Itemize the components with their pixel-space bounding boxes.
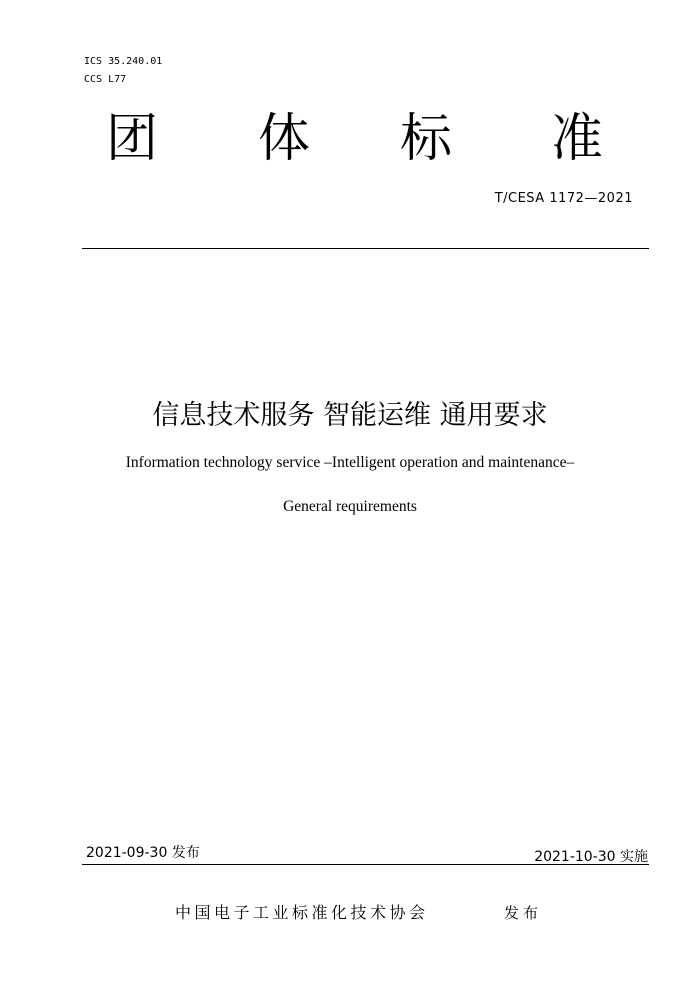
ics-code: ICS 35.240.01 xyxy=(84,56,163,67)
top-divider xyxy=(82,248,649,249)
heading-char-1: 团 xyxy=(106,109,159,169)
chinese-title: 信息技术服务 智能运维 通用要求 xyxy=(152,400,548,431)
english-title-line-1: Information technology service –Intelligent operation and maintenance– xyxy=(125,454,575,471)
publisher-name: 中国电子工业标准化技术协会 xyxy=(175,903,429,922)
standard-number: T/CESA 1172—2021 xyxy=(494,191,633,206)
publish-label: 发布 xyxy=(504,904,543,922)
issue-date: 2021-09-30 发布 xyxy=(86,845,200,861)
implementation-date: 2021-10-30 实施 xyxy=(534,849,648,865)
ccs-code: CCS L77 xyxy=(84,74,127,85)
heading-char-4: 准 xyxy=(551,109,604,169)
english-title-line-2: General requirements xyxy=(283,498,417,515)
bottom-divider xyxy=(82,864,649,865)
heading-char-3: 标 xyxy=(400,109,453,169)
heading-char-2: 体 xyxy=(258,109,311,169)
